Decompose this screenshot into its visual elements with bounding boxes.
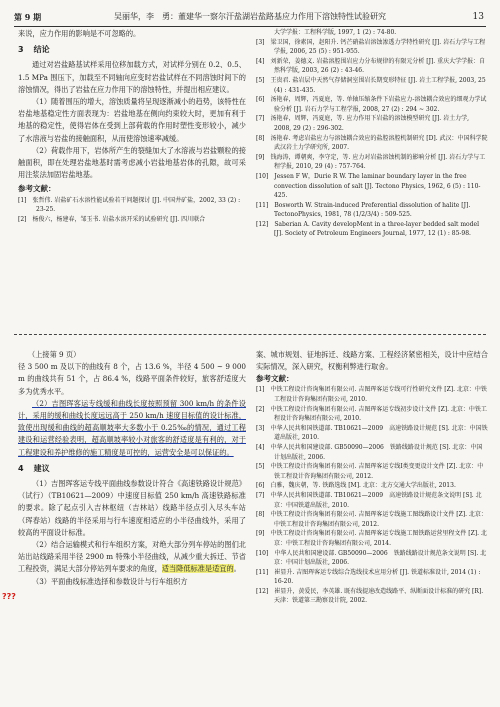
reference-item: [10] 中华人民共和国建设部. GB50090—2006 铁路线路设计规范条文说明 [S]. 北京：中国计划出版社, 2006.	[256, 549, 487, 567]
reference-item: [11] 崔显升. 吉图珲客运专线综合选线技术应用分析 [J]. 铁道标准设计, 2014 (1) : 16-20.	[256, 568, 481, 586]
lower-right-column	[256, 349, 488, 606]
reference-item: [12] 崔显升，黄爱民，李英雄. 既有线提速改造线路平、纵断面设计标准的研究 [R]. 天津：铁道第三勘察设计院, 2002.	[256, 587, 484, 605]
paragraph: （2）荷载作用下，岩体所产生的裂缝加大了水溶液与岩盐颗粒的接触面积，即在处理岩盐地基时需考虑减小岩盐地基岩体的孔隙，故可采用注浆法加固岩盐地基。	[18, 145, 246, 180]
paragraph: 案、城市规划、征地拆迁、线路方案、工程经济紧密相关，设计中应结合实际情况，深入研究，权衡利弊进行取舍。	[256, 350, 488, 372]
paragraph: （3）平面曲线标准选择和参数设计与行车组织方	[32, 576, 188, 586]
reference-item: [4] 刘新荣，姜德义. 岩盐溶腔围岩应力分布规律的有限元分析 [J]. 重庆大学学报：自然科学版, 2003, 26 (2) : 43-46.	[256, 57, 486, 75]
reference-item: [10] Jessen F W，Durie R W. The laminar boundary layer in the free convection dissolution of salt [J]. Tectono Physics, 1962, 6 (5) : 110-425.	[256, 172, 481, 200]
paragraph: 径 3 500 m 及以下的曲线有 8 个，占 13.6 %，半径 4 500 ~ 9 000 m 的曲线共有 51 个，占 86.4 %，线路平面条件较好，旅客舒适度大多为优秀水平。	[18, 362, 246, 396]
highlighted-text: 适当降低标准是适宜的	[161, 564, 234, 574]
reference-item: [3] 梁卫国，徐素国，赵阳升. 钙芒硝盐岩溶蚀渗透力学特性研究 [J]. 岩石力学与工程学报, 2006, 25 (5) : 951-955.	[256, 38, 486, 56]
reference-item: [3] 中华人民共和国铁道部. TB10621—2009 高速铁路设计规范 [S]. 北京：中国铁道出版社, 2010.	[256, 424, 488, 442]
reference-item: [8] 中铁工程设计咨询集团有限公司. 吉图珲客运专线施工图线路设计文件 [Z]. 北京：中铁工程设计咨询集团有限公司, 2012.	[256, 511, 487, 528]
reference-item: [11] Bosworth W. Strain-induced Preferential dissolution of halite [J]. TectonoPhysics, 1981, 78 (1/2/3/4) : 509-525.	[256, 201, 471, 219]
issue-number: 第 9 期	[14, 12, 42, 22]
paragraph: 通过对岩盐路基试样采用位移加载方式，对试样分别在 0.2、0.5、1.5 MPa 围压下，加载至不同轴向应变时岩盐试样在不同溶蚀时间下的溶蚀情况，得出了岩盐在应力作用下的溶蚀特性，并提出相应建议。	[18, 60, 246, 94]
paragraph: （2）结合运输模式和行车组织方案，对绝大部分列车停站的图们北站出站线路采用半径 2900 m 特殊小半径曲线，从减少重大拆迁、节省工程投资，满足大部分停站列车要求的角度，适当降低标准是适宜的。	[18, 540, 246, 574]
upper-right-column	[256, 28, 488, 239]
references-heading: 参考文献：	[18, 184, 56, 194]
article-divider	[14, 334, 486, 335]
reference-item: [7] 中华人民共和国铁道部. TB10621—2009 高速铁路设计规范条文说明 [S]. 北京：中国铁道出版社, 2010.	[256, 491, 482, 509]
reference-item: [12] Saberian A. Cavity developMent in a three-layer bedded salt model [J]. Society of Petroleum Engineers Journal, 1977, 12 (1) : 85-98.	[256, 220, 479, 238]
reference-item: [7] 汤艳春，周辉，冯夏庭，等. 应力作用下岩盐的溶蚀模型研究 [J]. 岩土力学, 2008, 29 (2) : 296-302.	[256, 115, 470, 132]
page-header	[14, 8, 486, 27]
section-heading: 3 结论	[18, 45, 50, 55]
reference-item: [9] 中铁工程设计咨询集团有限公司. 吉图珲客运专线施工图铁路运营里程文件 [Z]. 北京：中铁工程设计咨询集团有限公司, 2014.	[256, 530, 487, 547]
reference-item: [2] 杨俊六，杨建春，邹玉书. 岩盐水溶开采的试验研究 [J]. 四川联合	[18, 215, 206, 223]
paragraph: 来说，应力作用的影响是不可忽略的。	[18, 29, 141, 38]
lower-left-column	[18, 349, 246, 588]
annotation-marks: ???	[2, 592, 16, 601]
reference-item: [2] 中铁工程设计咨询集团有限公司. 吉图珲客运专线初步设计文件 [Z]. 北京：中铁工程设计咨询集团有限公司, 2010.	[256, 405, 487, 423]
references-heading: 参考文献：	[256, 374, 294, 384]
reference-item: [6] 白雅，魏庆朝，等. 铁路选线 [M]. 北京：北方交通大学出版社, 2013.	[256, 482, 456, 490]
reference-item: [5] 王贵君. 盐岩层中天然气存储洞室围岩长期变形特征 [J]. 岩土工程学报, 2003, 25 (4) : 431-435.	[256, 76, 486, 94]
reference-item: [6] 汤艳春，周辉，冯夏庭，等. 单轴压缩条件下岩盐应力-溶蚀耦合效应的细观力学试验分析 [J]. 岩石力学与工程学报, 2008, 27 (2) : 294 ~ 302.	[256, 96, 487, 113]
continuation-label: （上接第 9 页）	[28, 350, 81, 359]
page-number: 13	[472, 12, 484, 22]
underlined-paragraph: （2）吉图珲客运专线缓和曲线长度按照预留 300 km/h 的条件设计，采用的缓和曲线长度远远高于 250 km/h 速度目标值的设计标准，致使出现缓和曲线的超高顺坡率大多数小于 0.25‰的情况，通过工程建设和运营经验表明，超高顺坡率较小对旅客的舒适度是有利的，对于工程建设和养护维修的施工精度是可控的，运营安全是可以保证的。	[18, 398, 246, 457]
reference-item: [1] 张哲伟. 岩盐矿石水溶性能试验若干问题探讨 [J]. 中国井矿盐，2002, 33 (2) : 23-25.	[18, 196, 241, 214]
reference-item: [9] 钱海涛，谭朝爽，李守定，等. 应力对岩盐溶蚀机制的影响分析 [J]. 岩石力学与工程学报, 2010, 29 (4) : 757-764.	[256, 153, 486, 171]
paragraph: （1）吉图珲客运专线平面曲线参数设计符合《高速铁路设计规范》（试行）（TB10621—2009）中速度目标值 250 km/h 高速铁路标准的要求。除了起点引入吉林枢纽（吉林站）线路半径点引入尽头车站（珲春站）线路的半径采用与行车速度相适应的小半径曲线外，采用了较高的平面设计标准。	[18, 479, 246, 537]
reference-item: 大学学报：工程科学版, 1997, 1 (2) : 74-80.	[274, 29, 397, 36]
reference-item: [5] 中铁工程设计咨询集团有限公司. 吉图珲客运专线Ⅰ类变更设计文件 [Z]. 北京：中铁工程设计咨询集团有限公司, 2012.	[256, 463, 484, 480]
section-heading: 4 建议	[18, 463, 50, 473]
running-title: 吴丽华，李 勇：董建华一察尔汗盐湖岩盐路基应力作用下溶蚀特性试验研究	[114, 12, 386, 21]
reference-item: [4] 中华人民共和国建设部. GB50090—2006 铁路线路设计规范 [S]. 北京：中国计划出版社, 2006.	[256, 443, 483, 461]
reference-item: [8] 汤艳春. 考虑岩盐应力与溶蚀耦合效应的盐腔溶腔机制研究 [D]. 武汉：中国科学院武汉岩土力学研究所, 2007.	[256, 134, 488, 152]
reference-item: [1] 中铁工程设计咨询集团有限公司. 吉图珲客运专线可行性研究文件 [Z]. 北京：中铁工程设计咨询集团有限公司, 2010.	[256, 386, 487, 403]
upper-left-column	[18, 28, 246, 224]
paragraph: （1）随着围压的增大，溶蚀质量将呈现逐渐减小的趋势，该特性在岩盐地基稳定性方面表现为：岩盐地基在侧向约束较大时，更加有利于地基的稳定性，使得岩体在受到上部荷载的作用时塑性变形较小，减少了水溶液与岩盐的接触面积，从而使溶蚀速率减缓。	[18, 97, 246, 143]
